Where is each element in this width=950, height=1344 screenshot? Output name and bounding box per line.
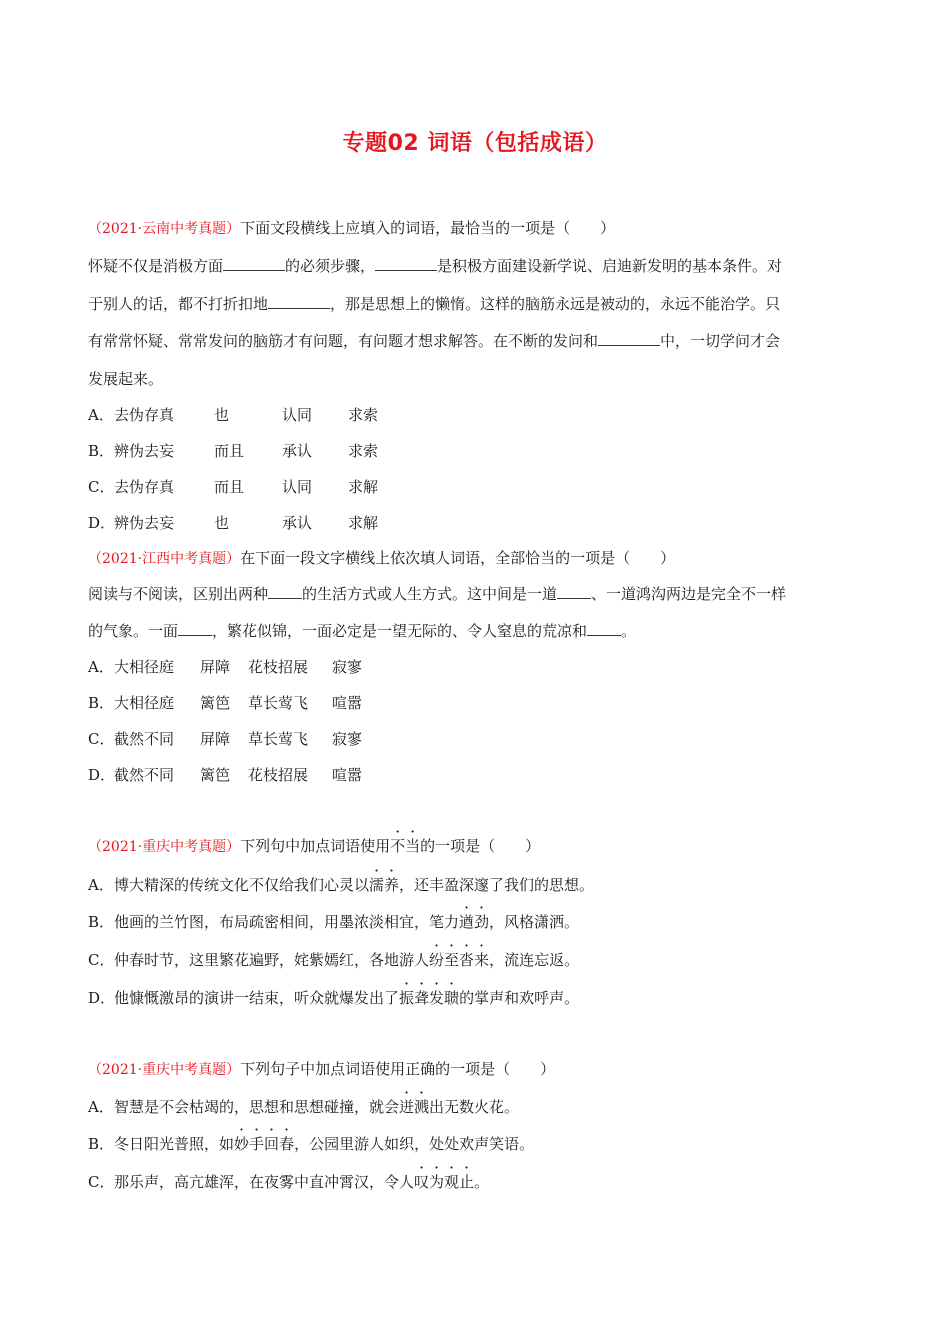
emphasis-dot-char: 发 — [429, 989, 445, 1007]
option-choice: 而且 — [214, 442, 245, 460]
option-letter: B． — [88, 913, 115, 931]
passage-line: 发展起来。 — [88, 370, 164, 388]
option-text: 那乐声，高亢雄浑，在夜雾中直冲霄汉，令人 — [114, 1173, 415, 1191]
option-choice: 辨伪去妄 — [114, 442, 175, 460]
passage-text: 的生活方式或人生方式。这中间是一道 — [302, 585, 558, 603]
option-d[interactable] — [88, 988, 579, 1008]
emphasized-word — [429, 951, 489, 969]
emphasis-dot-char: 迸 — [399, 1098, 415, 1116]
option-choice: 屏障 — [200, 658, 231, 676]
question-text: 下列句中加点词语使用 — [240, 837, 391, 855]
emphasized-word — [459, 913, 489, 931]
emphasis-dot-char: 至 — [444, 951, 460, 969]
option-c[interactable] — [88, 950, 579, 970]
emphasis-dot-char: 止 — [459, 1173, 475, 1191]
option-letter: C． — [88, 951, 115, 969]
option-choice: 草长莺飞 — [248, 730, 309, 748]
option-letter: A． — [88, 1098, 114, 1116]
option-text: 出无数火花。 — [429, 1098, 520, 1116]
option-choice: 大相径庭 — [114, 658, 175, 676]
option-text: ，公园里游人如织，处处欢声笑语。 — [294, 1135, 535, 1153]
option-letter: D． — [88, 514, 116, 532]
emphasis-dot-char: 当 — [405, 837, 421, 855]
blank — [557, 584, 591, 599]
emphasized-word — [234, 1135, 294, 1153]
option-text: ，还丰盈深邃了我们的思想。 — [399, 876, 595, 894]
option-a[interactable] — [88, 875, 594, 895]
passage-text: 中，一切学问才会 — [660, 332, 781, 350]
option-letter: C． — [88, 1173, 115, 1191]
option-letter: B． — [88, 442, 115, 460]
emphasis-dot-char: 春 — [279, 1135, 295, 1153]
option-choice: 篱笆 — [200, 766, 231, 784]
option-letter: A． — [88, 658, 114, 676]
option-choice: 求索 — [348, 442, 379, 460]
option-text: 博大精深的传统文化不仅给我们心灵以 — [114, 876, 370, 894]
emphasis-dot-char: 聩 — [444, 989, 460, 1007]
page-title: 专题02 词语（包括成语） — [342, 131, 608, 156]
emphasis-dot-char: 妙 — [234, 1135, 250, 1153]
option-choice: 求解 — [348, 514, 379, 532]
emphasized-word — [399, 1098, 429, 1116]
blank — [375, 256, 437, 271]
blank — [598, 331, 660, 346]
emphasis-dot-char: 聋 — [414, 989, 430, 1007]
option-b[interactable] — [88, 1134, 534, 1154]
emphasis-dot-char: 振 — [399, 989, 415, 1007]
option-letter: B． — [88, 694, 115, 712]
question-3-stem — [88, 836, 540, 857]
option-a[interactable] — [88, 405, 378, 425]
option-d[interactable] — [88, 513, 378, 533]
question-source: （2021·江西中考真题） — [88, 551, 241, 567]
emphasis-dot-char: 濡 — [369, 876, 385, 894]
question-text: 的一项是（ ） — [420, 837, 541, 855]
emphasis-dot-char: 不 — [390, 837, 406, 855]
option-text: ，流连忘返。 — [489, 951, 580, 969]
option-letter: C． — [88, 478, 115, 496]
option-letter: B． — [88, 1135, 115, 1153]
emphasis-dot-char: 回 — [264, 1135, 280, 1153]
emphasis-dot-char: 叹 — [414, 1173, 430, 1191]
option-letter: C． — [88, 730, 115, 748]
option-text: 的掌声和欢呼声。 — [459, 989, 580, 1007]
blank — [178, 621, 212, 636]
option-choice: 去伪存真 — [114, 478, 175, 496]
option-text: ，风格潇洒。 — [489, 913, 580, 931]
option-letter: D． — [88, 989, 116, 1007]
question-2-stem — [88, 548, 675, 569]
option-choice: 求索 — [348, 406, 379, 424]
option-choice: 寂寥 — [332, 658, 363, 676]
blank — [223, 256, 285, 271]
emphasized-word — [414, 1173, 474, 1191]
passage-text: 、一道鸿沟两边是完全不一样 — [591, 585, 787, 603]
blank — [587, 621, 621, 636]
question-text: 下列句子中加点词语使用正确的一项是（ ） — [240, 1060, 556, 1078]
emphasis-dot-char: 劲 — [474, 913, 490, 931]
option-choice: 承认 — [282, 514, 313, 532]
option-choice: 寂寥 — [332, 730, 363, 748]
option-choice: 认同 — [282, 478, 313, 496]
option-choice: 喧嚣 — [332, 694, 363, 712]
option-choice: 大相径庭 — [114, 694, 175, 712]
option-text: 他画的兰竹图，布局疏密相间，用墨浓淡相宜，笔力 — [114, 913, 460, 931]
passage-text: ，那是思想上的懒惰。这样的脑筋永远是被动的，永远不能治学。只 — [330, 295, 781, 313]
option-choice: 草长莺飞 — [248, 694, 309, 712]
option-b[interactable] — [88, 693, 362, 713]
option-text: 他慷慨激昂的演讲一结束，听众就爆发出了 — [114, 989, 400, 1007]
question-text: 在下面一段文字横线上依次填人词语，全部恰当的一项是（ ） — [240, 549, 676, 567]
emphasis-dot-char: 溅 — [414, 1098, 430, 1116]
passage-line — [88, 584, 786, 604]
emphasis-dot-char: 来 — [474, 951, 490, 969]
blank — [268, 294, 330, 309]
question-source: （2021·云南中考真题） — [88, 221, 241, 237]
passage-text: 阅读与不阅读，区别出两种 — [88, 585, 269, 603]
option-letter: A． — [88, 406, 114, 424]
emphasis-dot-char: 遒 — [459, 913, 475, 931]
option-choice: 承认 — [282, 442, 313, 460]
question-text: 下面文段横线上应填入的词语，最恰当的一项是（ ） — [240, 219, 616, 237]
passage-text: 有常常怀疑、常常发问的脑筋才有问题，有问题才想求解答。在不断的发问和 — [88, 332, 599, 350]
passage-text: 怀疑不仅是消极方面 — [88, 257, 224, 275]
option-text: 冬日阳光普照，如 — [114, 1135, 235, 1153]
option-c[interactable] — [88, 1172, 489, 1192]
option-text: 智慧是不会枯竭的，思想和思想碰撞，就会 — [114, 1098, 400, 1116]
option-choice: 屏障 — [200, 730, 231, 748]
passage-text: ，繁花似锦，一面必定是一望无际的、令人窒息的荒凉和 — [212, 622, 588, 640]
question-1-stem — [88, 218, 615, 239]
option-c[interactable] — [88, 729, 362, 749]
passage-text: 的必须步骤， — [285, 257, 376, 275]
option-choice: 而且 — [214, 478, 245, 496]
option-choice: 截然不同 — [114, 766, 175, 784]
option-choice: 篱笆 — [200, 694, 231, 712]
option-letter: A． — [88, 876, 114, 894]
passage-line — [88, 331, 780, 351]
emphasis-dot-char: 手 — [249, 1135, 265, 1153]
option-choice: 辨伪去妄 — [114, 514, 175, 532]
option-choice: 喧嚣 — [332, 766, 363, 784]
option-choice: 花枝招展 — [248, 658, 309, 676]
question-4-stem — [88, 1059, 555, 1080]
option-choice: 截然不同 — [114, 730, 175, 748]
option-choice: 求解 — [348, 478, 379, 496]
emphasized-word — [390, 837, 420, 855]
emphasized-word — [399, 989, 459, 1007]
option-choice: 去伪存真 — [114, 406, 175, 424]
option-text: 仲春时节，这里繁花遍野，姹紫嫣红，各地游人 — [114, 951, 430, 969]
passage-text: 于别人的话，都不打折扣地 — [88, 295, 269, 313]
emphasis-dot-char: 观 — [444, 1173, 460, 1191]
option-text: 。 — [474, 1173, 490, 1191]
passage-text: 的气象。一面 — [88, 622, 179, 640]
emphasis-dot-char: 纷 — [429, 951, 445, 969]
question-source: （2021·重庆中考真题） — [88, 1062, 241, 1078]
emphasis-dot-char: 沓 — [459, 951, 475, 969]
option-d[interactable] — [88, 765, 362, 785]
blank — [268, 584, 302, 599]
passage-line — [88, 294, 780, 314]
passage-text: 是积极方面建设新学说、启迪新发明的基本条件。对 — [437, 257, 783, 275]
option-choice: 也 — [214, 514, 230, 532]
passage-line — [88, 621, 636, 641]
passage-line — [88, 256, 782, 276]
emphasized-word — [369, 876, 399, 894]
emphasis-dot-char: 为 — [429, 1173, 445, 1191]
emphasis-dot-char: 养 — [384, 876, 400, 894]
option-choice: 花枝招展 — [248, 766, 309, 784]
question-source: （2021·重庆中考真题） — [88, 839, 241, 855]
option-c[interactable] — [88, 477, 378, 497]
option-choice: 也 — [214, 406, 230, 424]
option-a[interactable] — [88, 657, 362, 677]
option-a[interactable] — [88, 1097, 519, 1117]
passage-text: 。 — [621, 622, 637, 640]
option-b[interactable] — [88, 441, 378, 461]
option-b[interactable] — [88, 912, 579, 932]
option-letter: D． — [88, 766, 116, 784]
option-choice: 认同 — [282, 406, 313, 424]
